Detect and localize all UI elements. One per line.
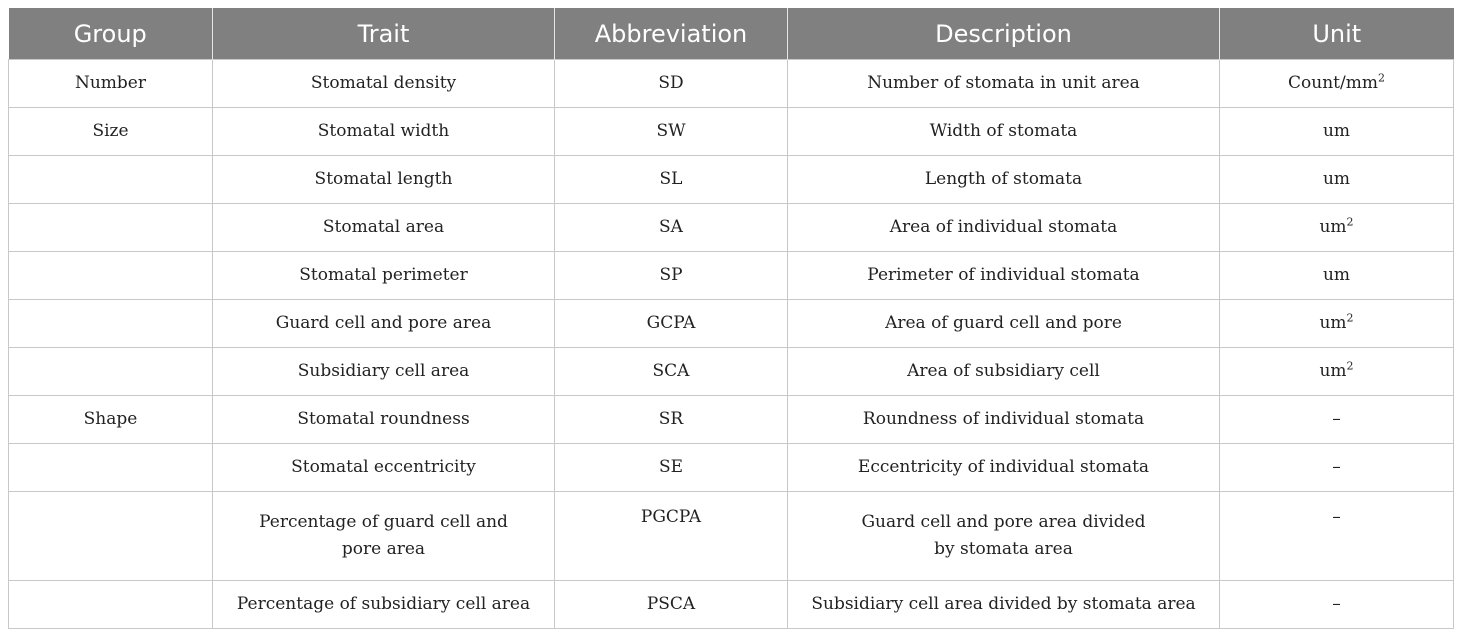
header-row: [9, 8, 1454, 60]
cell-unit: [1220, 204, 1454, 252]
cell-group: [9, 252, 213, 300]
unit-text: um: [1322, 265, 1351, 285]
unit-text: um: [1319, 217, 1347, 237]
cell-trait: Stomatal roundness: [213, 396, 555, 444]
cell-trait: Stomatal eccentricity: [213, 444, 555, 492]
unit-text: –: [1332, 457, 1341, 477]
header-group: Group: [9, 8, 213, 60]
cell-group: Size: [9, 108, 213, 156]
cell-abbreviation: SA: [555, 204, 788, 252]
table-header: [9, 8, 1454, 60]
cell-description: Width of stomata: [788, 108, 1220, 156]
cell-trait: Stomatal area: [213, 204, 555, 252]
unit-superscript: 2: [1377, 71, 1385, 85]
cell-abbreviation: SCA: [555, 348, 788, 396]
cell-description: Length of stomata: [788, 156, 1220, 204]
cell-description: Roundness of individual stomata: [788, 396, 1220, 444]
header-trait: Trait: [213, 8, 555, 60]
table-row: [9, 60, 1454, 108]
cell-unit: [1220, 581, 1454, 629]
header-abbreviation: Abbreviation: [555, 8, 788, 60]
description-text: Guard cell and pore area divided by stomata area: [861, 512, 1146, 559]
table-row: [9, 300, 1454, 348]
cell-description: [788, 492, 1220, 581]
cell-abbreviation: PSCA: [555, 581, 788, 629]
unit-text: –: [1332, 507, 1341, 527]
table-row: [9, 396, 1454, 444]
cell-group: Number: [9, 60, 213, 108]
cell-group: [9, 581, 213, 629]
unit-text: um: [1322, 169, 1351, 189]
cell-trait: Guard cell and pore area: [213, 300, 555, 348]
cell-description: Number of stomata in unit area: [788, 60, 1220, 108]
cell-trait: Stomatal width: [213, 108, 555, 156]
cell-unit: [1220, 396, 1454, 444]
cell-unit: [1220, 252, 1454, 300]
table-row: [9, 156, 1454, 204]
cell-trait: Stomatal perimeter: [213, 252, 555, 300]
unit-text: Count/mm: [1288, 73, 1378, 93]
unit-text: um: [1319, 361, 1347, 381]
cell-group: [9, 156, 213, 204]
cell-group: Shape: [9, 396, 213, 444]
cell-group: [9, 204, 213, 252]
unit-superscript: 2: [1346, 359, 1354, 373]
header-unit: Unit: [1220, 8, 1454, 60]
cell-unit: [1220, 300, 1454, 348]
cell-trait: Stomatal length: [213, 156, 555, 204]
cell-unit: [1220, 444, 1454, 492]
cell-unit: [1220, 60, 1454, 108]
unit-text: –: [1332, 409, 1341, 429]
cell-trait: [213, 492, 555, 581]
table-row: [9, 204, 1454, 252]
unit-text: um: [1322, 121, 1351, 141]
cell-abbreviation: PGCPA: [555, 492, 788, 581]
cell-trait: Percentage of subsidiary cell area: [213, 581, 555, 629]
cell-unit: [1220, 492, 1454, 581]
cell-description: Area of individual stomata: [788, 204, 1220, 252]
cell-abbreviation: SW: [555, 108, 788, 156]
cell-group: [9, 348, 213, 396]
cell-trait: Subsidiary cell area: [213, 348, 555, 396]
cell-description: Subsidiary cell area divided by stomata area: [788, 581, 1220, 629]
header-description: Description: [788, 8, 1220, 60]
cell-trait: Stomatal density: [213, 60, 555, 108]
cell-group: [9, 300, 213, 348]
cell-abbreviation: SE: [555, 444, 788, 492]
cell-description: Eccentricity of individual stomata: [788, 444, 1220, 492]
cell-description: Area of subsidiary cell: [788, 348, 1220, 396]
cell-description: Area of guard cell and pore: [788, 300, 1220, 348]
cell-group: [9, 492, 213, 581]
table-row: [9, 581, 1454, 629]
cell-abbreviation: GCPA: [555, 300, 788, 348]
traits-table: [8, 8, 1454, 629]
unit-text: –: [1332, 594, 1341, 614]
unit-text: um: [1319, 313, 1347, 333]
cell-unit: [1220, 156, 1454, 204]
unit-superscript: 2: [1346, 215, 1354, 229]
cell-abbreviation: SP: [555, 252, 788, 300]
cell-unit: [1220, 108, 1454, 156]
cell-group: [9, 444, 213, 492]
cell-abbreviation: SD: [555, 60, 788, 108]
cell-abbreviation: SL: [555, 156, 788, 204]
table-row: [9, 444, 1454, 492]
table-row: [9, 108, 1454, 156]
table-row: [9, 252, 1454, 300]
unit-superscript: 2: [1346, 311, 1354, 325]
table-row: [9, 348, 1454, 396]
table-body: [9, 60, 1454, 629]
cell-abbreviation: SR: [555, 396, 788, 444]
table-row: [9, 492, 1454, 581]
cell-description: Perimeter of individual stomata: [788, 252, 1220, 300]
trait-text: Percentage of guard cell and pore area: [259, 512, 508, 559]
cell-unit: [1220, 348, 1454, 396]
